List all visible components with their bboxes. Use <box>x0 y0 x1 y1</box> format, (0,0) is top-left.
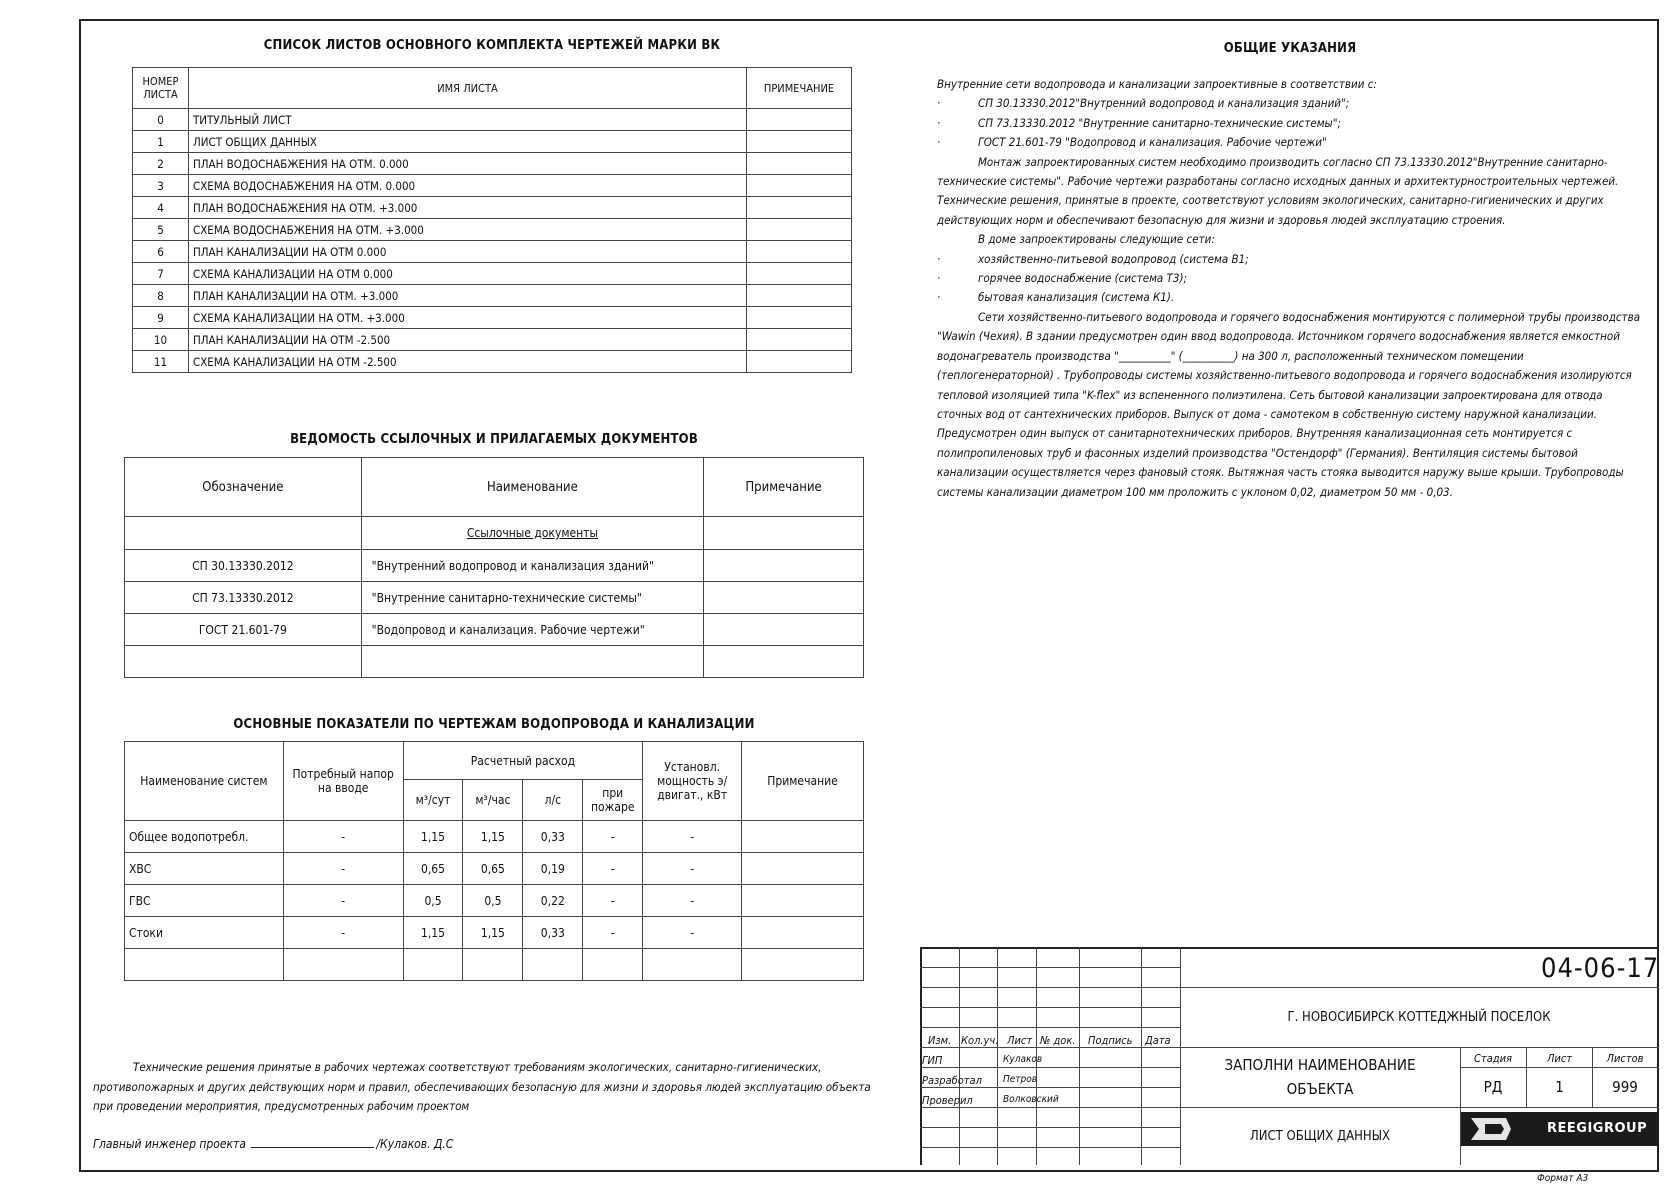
ind-header-pressure: Потребный напор на вводе <box>283 742 403 821</box>
ref-header-name: Наименование <box>361 458 703 517</box>
col-kol: Кол.уч. <box>961 1034 999 1047</box>
ind-ls: 0,19 <box>523 853 583 885</box>
table-row <box>133 307 852 329</box>
col-sign: Подпись <box>1088 1034 1133 1047</box>
sheet-label: Лист <box>1546 1052 1573 1065</box>
stamp-grid-line <box>920 1027 1180 1028</box>
general-bullet: · СП 30.13330.2012"Внутренний водопровод и канализация зданий"; <box>937 94 1642 113</box>
ind-ls: 0,33 <box>523 917 583 949</box>
ref-code: ГОСТ 21.601-79 <box>125 614 362 646</box>
ind-fire: - <box>583 885 643 917</box>
ind-fire: - <box>583 853 643 885</box>
sheet-list-title: СПИСОК ЛИСТОВ ОСНОВНОГО КОМПЛЕКТА ЧЕРТЕЖЕЙ МАРКИ ВК <box>263 38 721 53</box>
sheet-number: 11 <box>133 351 189 373</box>
ind-pressure: - <box>283 885 403 917</box>
table-row <box>133 263 852 285</box>
sheet-name: ПЛАН КАНАЛИЗАЦИИ НА ОТМ -2.500 <box>188 329 746 351</box>
ind-note <box>742 885 864 917</box>
stage-label: Стадия <box>1474 1052 1512 1065</box>
ind-day: 1,15 <box>403 821 463 853</box>
stamp-grid-line <box>1180 1107 1659 1108</box>
general-intro: Внутренние сети водопровода и канализации запроективные в соответствии с: <box>937 77 1377 91</box>
sign-name: /Кулаков. Д.С <box>376 1137 454 1151</box>
table-row <box>125 885 864 917</box>
stamp-grid-line <box>1460 1067 1659 1068</box>
table-row <box>133 153 852 175</box>
stamp-location: Г. НОВОСИБИРСК КОТТЕДЖНЫЙ ПОСЕЛОК <box>1287 1010 1551 1025</box>
ref-name: "Внутренние санитарно-технические системы" <box>361 582 703 614</box>
stamp-grid-line <box>920 1067 1180 1068</box>
name-gip: Кулаков <box>1003 1054 1043 1065</box>
table-row <box>133 109 852 131</box>
table-row <box>125 614 864 646</box>
sheets-value: 999 <box>1612 1078 1638 1096</box>
ind-header-system: Наименование систем <box>125 742 284 821</box>
sheet-note <box>747 285 852 307</box>
ind-header-m3hour: м³/час <box>463 780 523 821</box>
stamp-grid-line <box>959 947 960 1165</box>
ind-system: Стоки <box>125 917 284 949</box>
ind-day: 0,5 <box>403 885 463 917</box>
sheet-number: 5 <box>133 219 189 241</box>
sheet-name: ЛИСТ ОБЩИХ ДАННЫХ <box>188 131 746 153</box>
sheet-number: 7 <box>133 263 189 285</box>
sheet-number: 10 <box>133 329 189 351</box>
ind-hour: 0,65 <box>463 853 523 885</box>
general-bullet: · горячее водоснабжение (система Т3); <box>937 269 1642 288</box>
sheet-note <box>747 153 852 175</box>
col-izm: Изм. <box>928 1034 952 1047</box>
stamp-grid-line <box>920 1047 1180 1048</box>
ref-header-note: Примечание <box>704 458 864 517</box>
table-row <box>133 131 852 153</box>
ind-header-note: Примечание <box>742 742 864 821</box>
sheet-name: СХЕМА КАНАЛИЗАЦИИ НА ОТМ -2.500 <box>188 351 746 373</box>
ind-ls: 0,33 <box>523 821 583 853</box>
general-bullet: · СП 73.13330.2012 "Внутренние санитарно-технические системы"; <box>937 114 1642 133</box>
ind-pressure: - <box>283 853 403 885</box>
ind-hour: 1,15 <box>463 917 523 949</box>
ind-hour: 0,5 <box>463 885 523 917</box>
ref-code: СП 73.13330.2012 <box>125 582 362 614</box>
ind-ls: 0,22 <box>523 885 583 917</box>
stamp-sheet-title: ЛИСТ ОБЩИХ ДАННЫХ <box>1249 1129 1391 1144</box>
ind-note <box>742 821 864 853</box>
sheet-note <box>747 307 852 329</box>
sheet-note <box>747 219 852 241</box>
ind-system: Общее водопотребл. <box>125 821 284 853</box>
stamp-grid-line <box>920 1087 1180 1088</box>
ref-note <box>704 550 864 582</box>
stamp-grid-line <box>1141 947 1142 1165</box>
stamp-grid-line <box>920 1107 1180 1108</box>
sheet-number: 0 <box>133 109 189 131</box>
col-doc: № док. <box>1040 1034 1076 1047</box>
indicators-title: ОСНОВНЫЕ ПОКАЗАТЕЛИ ПО ЧЕРТЕЖАМ ВОДОПРОВОДА И КАНАЛИЗАЦИИ <box>233 717 755 732</box>
role-developer: Разработал <box>922 1074 982 1087</box>
sheet-name: СХЕМА КАНАЛИЗАЦИИ НА ОТМ 0.000 <box>188 263 746 285</box>
sheet-name: СХЕМА ВОДОСНАБЖЕНИЯ НА ОТМ. +3.000 <box>188 219 746 241</box>
general-bullet: · хозяйственно-питьевой водопровод (система В1; <box>937 250 1642 269</box>
sheet-name: ПЛАН ВОДОСНАБЖЕНИЯ НА ОТМ. +3.000 <box>188 197 746 219</box>
general-notes <box>937 75 1642 502</box>
sheet-note <box>747 351 852 373</box>
general-para3: Сети хозяйственно-питьевого водопровода и горячего водоснабжения монтируются с полимерной трубы производства "Wawin (Чехия). В здании предусмотрен один ввод водопровода. Источником горячего водоснабжения является емкостной водонагреватель производства "__________" (__________) на 300 л, расположенный техническом помещении (теплогенераторной) . Трубопроводы системы хозяйственно-питьевого водопровода и горячего водоснабжения изолируются тепловой изоляцией типа "K-flex" из вспененного полиэтилена. Сеть бытовой канализации запроектирована для отвода сточных вод от сантехнических приборов. Выпуск от дома - самотеком в собственную систему наружной канализации. Предусмотрен один выпуск от санитарнотехнических приборов. Внутренняя канализационная сеть монтируется с полипропиленовых труб и фасонных изделий производства "Остендорф" (Германия). Вентиляция системы бытовой канализации осуществляется через фановый стояк. Вытяжная часть стояка выводится наружу выше крыши. Трубопроводы системы канализации диаметром 100 мм проложить с уклоном 0,02, диаметром 50 мм - 0,03. <box>937 309 1641 499</box>
sheet-number: 2 <box>133 153 189 175</box>
sheet-note <box>747 197 852 219</box>
sheets-label: Листов <box>1606 1052 1644 1065</box>
format-label: Формат А3 <box>1537 1173 1589 1184</box>
general-bullet: · ГОСТ 21.601-79 "Водопровод и канализация. Рабочие чертежи" <box>937 133 1642 152</box>
header-note: ПРИМЕЧАНИЕ <box>747 68 852 109</box>
ref-name: "Водопровод и канализация. Рабочие чертежи" <box>361 614 703 646</box>
ind-power: - <box>643 853 742 885</box>
table-row <box>133 285 852 307</box>
ref-section-label: Ссылочные документы <box>466 526 598 540</box>
table-row <box>125 550 864 582</box>
col-list: Лист <box>1007 1034 1033 1047</box>
stamp-grid-line <box>1180 987 1659 988</box>
header-number: НОМЕР ЛИСТА <box>133 68 189 109</box>
sheet-number: 6 <box>133 241 189 263</box>
stage-value: РД <box>1483 1078 1503 1096</box>
sheet-note <box>747 263 852 285</box>
sheet-note <box>747 131 852 153</box>
ind-fire: - <box>583 821 643 853</box>
col-date: Дата <box>1145 1034 1171 1047</box>
table-row <box>125 821 864 853</box>
sheet-name: СХЕМА КАНАЛИЗАЦИИ НА ОТМ. +3.000 <box>188 307 746 329</box>
table-row <box>125 917 864 949</box>
sheet-number: 9 <box>133 307 189 329</box>
stamp-object-line2: ОБЪЕКТА <box>1286 1080 1354 1098</box>
general-title: ОБЩИЕ УКАЗАНИЯ <box>1223 41 1357 56</box>
sheet-number: 3 <box>133 175 189 197</box>
stamp-grid-line <box>1079 947 1080 1165</box>
stamp-grid-line <box>920 1127 1180 1128</box>
ind-hour: 1,15 <box>463 821 523 853</box>
ind-power: - <box>643 821 742 853</box>
ind-system: ГВС <box>125 885 284 917</box>
ind-pressure: - <box>283 917 403 949</box>
sheet-note <box>747 329 852 351</box>
ref-note <box>704 582 864 614</box>
ind-header-ls: л/с <box>523 780 583 821</box>
table-row <box>125 853 864 885</box>
ind-header-power: Установл. мощность э/двигат., кВт <box>643 742 742 821</box>
logo-text: REEGIGROUP <box>1547 1121 1648 1136</box>
sign-label: Главный инженер проекта <box>93 1137 246 1151</box>
sheet-note <box>747 241 852 263</box>
sheet-number: 1 <box>133 131 189 153</box>
sheet-list-table <box>132 67 852 373</box>
sheet-value: 1 <box>1555 1078 1564 1096</box>
table-row <box>133 241 852 263</box>
table-row <box>125 582 864 614</box>
header-name: ИМЯ ЛИСТА <box>188 68 746 109</box>
stamp-grid-line <box>920 987 1180 988</box>
table-row <box>133 175 852 197</box>
ind-note <box>742 853 864 885</box>
ind-pressure: - <box>283 821 403 853</box>
table-row <box>133 219 852 241</box>
table-row <box>133 197 852 219</box>
footer-text: Технические решения принятые в рабочих чертежах соответствуют требованиям экологических, санитарно-гигиенических, противопожарных и других действующих норм и правил, обеспечивающих безопасную для жизни и здоровья людей эксплуатацию объекта при проведении мероприятия, предусмотренных рабочим проектом <box>93 1060 871 1113</box>
references-title: ВЕДОМОСТЬ ССЫЛОЧНЫХ И ПРИЛАГАЕМЫХ ДОКУМЕНТОВ <box>290 432 698 447</box>
references-table <box>124 457 864 678</box>
ref-header-code: Обозначение <box>125 458 362 517</box>
sheet-name: ПЛАН КАНАЛИЗАЦИИ НА ОТМ. +3.000 <box>188 285 746 307</box>
sheet-note <box>747 109 852 131</box>
ind-header-m3day: м³/сут <box>403 780 463 821</box>
name-checker: Волковский <box>1003 1094 1059 1105</box>
ref-note <box>704 614 864 646</box>
table-row <box>133 351 852 373</box>
stamp-object-line1: ЗАПОЛНИ НАИМЕНОВАНИЕ <box>1224 1056 1416 1074</box>
role-gip: ГИП <box>922 1054 943 1067</box>
stamp-grid-line <box>920 967 1180 968</box>
name-developer: Петров <box>1003 1074 1038 1085</box>
sheet-note <box>747 175 852 197</box>
ind-day: 1,15 <box>403 917 463 949</box>
company-logo <box>1461 1112 1657 1146</box>
sheet-name: ТИТУЛЬНЫЙ ЛИСТ <box>188 109 746 131</box>
stamp-grid-line <box>920 1007 1180 1008</box>
sheet-name: СХЕМА ВОДОСНАБЖЕНИЯ НА ОТМ. 0.000 <box>188 175 746 197</box>
sheet-number: 4 <box>133 197 189 219</box>
sheet-name: ПЛАН КАНАЛИЗАЦИИ НА ОТМ 0.000 <box>188 241 746 263</box>
stamp-grid-line <box>1180 1047 1659 1048</box>
stamp-code: 04-06-17 <box>1541 953 1660 984</box>
role-checker: Проверил <box>922 1094 973 1107</box>
ind-system: ХВС <box>125 853 284 885</box>
ref-name: "Внутренний водопровод и канализация зданий" <box>361 550 703 582</box>
ind-power: - <box>643 885 742 917</box>
general-para1: Монтаж запроектированных систем необходимо производить согласно СП 73.13330.2012"Внутренние санитарно-технические системы". Рабочие чертежи разработаны согласно исходных данных и архитектурностроительных чертежей. Технические решения, принятые в проекте, соответствуют условиям экологических, санитарно-гигиенических и других действующих норм и обеспечивают безопасную для жизни и здоровья людей эксплуатацию строения. <box>937 154 1619 227</box>
general-para2: В доме запроектированы следующие сети: <box>978 232 1215 247</box>
signature-line <box>93 1137 453 1151</box>
ref-code: СП 30.13330.2012 <box>125 550 362 582</box>
ind-power: - <box>643 917 742 949</box>
ind-fire: - <box>583 917 643 949</box>
ind-note <box>742 917 864 949</box>
stamp-grid-line <box>920 1147 1180 1148</box>
stamp-grid-line <box>997 947 998 1165</box>
general-bullet: · бытовая канализация (система К1). <box>937 288 1642 307</box>
ind-header-fire: при пожаре <box>583 780 643 821</box>
table-row <box>133 329 852 351</box>
sheet-number: 8 <box>133 285 189 307</box>
indicators-table <box>124 741 864 981</box>
ind-header-flow: Расчетный расход <box>403 742 643 780</box>
ind-day: 0,65 <box>403 853 463 885</box>
sheet-name: ПЛАН ВОДОСНАБЖЕНИЯ НА ОТМ. 0.000 <box>188 153 746 175</box>
